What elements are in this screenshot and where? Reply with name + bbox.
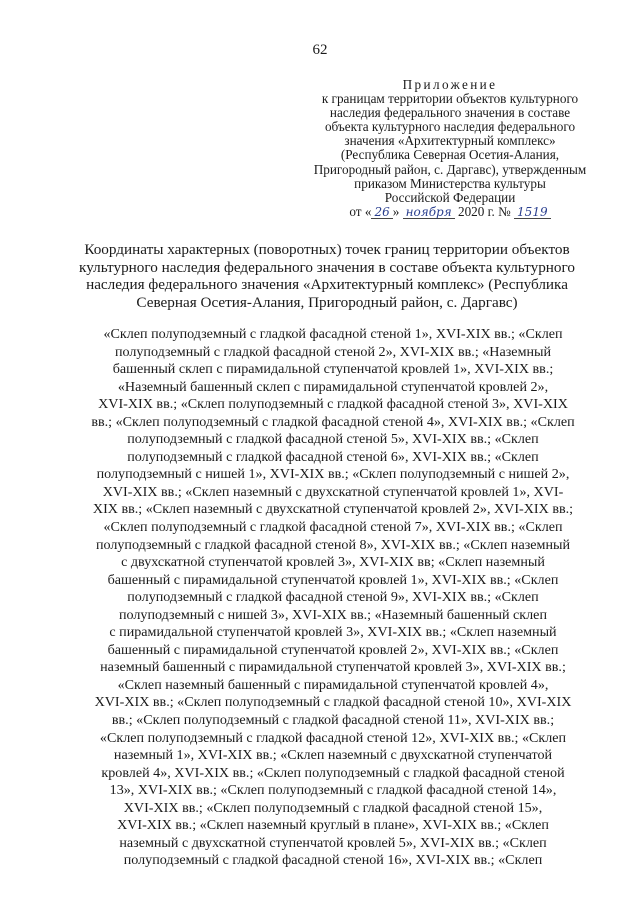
body-line: вв.; «Склеп полуподземный с гладкой фасадной стеной 4», XVI-XIX вв.; «Склеп [91, 413, 575, 430]
appendix-title: Приложение [402, 77, 498, 92]
order-date-line [305, 205, 595, 219]
body-line: полуподземный с нишей 3», XVI-XIX вв.; «Наземный башенный склеп [119, 606, 547, 623]
document-heading [72, 241, 582, 311]
body-line: башенный с пирамидальной ступенчатой кровлей 2», XVI-XIX вв.; «Склеп [107, 641, 559, 658]
body-line: с двухскатной ступенчатой кровлей 3», XVI-XIX вв; «Склеп наземный [121, 554, 545, 571]
appendix-line: к границам территории объектов культурного [321, 91, 579, 107]
body-line: наземный с двухскатной ступенчатой кровлей 5», XVI-XIX вв.; «Склеп [119, 834, 547, 851]
appendix-line: (Республика Северная Осетия-Алания, [340, 147, 560, 163]
appendix-block [305, 78, 595, 219]
appendix-line: приказом Министерства культуры [354, 175, 546, 191]
body-line: полуподземный с гладкой фасадной стеной 5», XVI-XIX вв.; «Склеп [127, 431, 539, 448]
handwritten-month: ноября [403, 206, 455, 219]
body-line: полуподземный с нишей 1», XVI-XIX вв.; «Склеп полуподземный с нишей 2», [96, 466, 570, 483]
body-line: наземный башенный с пирамидальной ступенчатой кровлей 3», XVI-XIX вв.; [100, 659, 566, 676]
handwritten-order-number: 1519 [514, 206, 551, 219]
body-line: XVI-XIX вв.; «Склеп наземный круглый в плане», XVI-XIX вв.; «Склеп [117, 817, 549, 834]
body-line: «Склеп наземный башенный с пирамидальной ступенчатой кровлей 4», [117, 676, 549, 693]
heading-line: Координаты характерных (поворотных) точек границ территории объектов [84, 241, 570, 258]
body-line: «Склеп полуподземный с гладкой фасадной стеной 7», XVI-XIX вв.; «Склеп [103, 519, 563, 536]
body-line: полуподземный с гладкой фасадной стеной 16», XVI-XIX вв.; «Склеп [123, 852, 543, 869]
body-line: полуподземный с гладкой фасадной стеной 8», XVI-XIX вв.; «Склеп наземный [95, 536, 571, 553]
heading-line: культурного наследия федерального значения в составе объекта культурного [79, 258, 575, 276]
body-line: «Наземный башенный склеп с пирамидальной ступенчатой кровлей 2», [117, 378, 549, 395]
body-line: кровлей 4», XVI-XIX вв.; «Склеп полуподземный с гладкой фасадной стеной [101, 764, 565, 781]
appendix-line: Российской Федерации [384, 189, 516, 205]
body-line: башенный склеп с пирамидальной ступенчатой кровлей 1», XVI-XIX вв.; [112, 361, 554, 378]
heading-line: Северная Осетия-Алания, Пригородный район, с. Даргавс) [136, 293, 518, 311]
appendix-line: Пригородный район, с. Даргавс), утвержденным [313, 161, 587, 177]
body-line: наземный 1», XVI-XIX вв.; «Склеп наземный с двухскатной ступенчатой [113, 747, 553, 764]
body-line: «Склеп полуподземный с гладкой фасадной стеной 1», XVI-XIX вв.; «Склеп [103, 326, 563, 342]
appendix-line: значения «Архитектурный комплекс» [344, 133, 556, 149]
body-line: полуподземный с гладкой фасадной стеной 9», XVI-XIX вв.; «Склеп [127, 589, 539, 606]
body-line: полуподземный с гладкой фасадной стеной 6», XVI-XIX вв.; «Склеп [127, 448, 539, 465]
appendix-line: наследия федерального значения в составе [329, 105, 571, 121]
order-mid: » [392, 203, 403, 219]
body-line: башенный с пирамидальной ступенчатой кровлей 1», XVI-XIX вв.; «Склеп [107, 571, 559, 588]
body-line: вв.; «Склеп полуподземный с гладкой фасадной стеной 11», XVI-XIX вв.; [111, 712, 555, 729]
heading-line: наследия федерального значения «Архитектурный комплекс» (Республика [86, 276, 568, 293]
body-line: XVI-XIX вв.; «Склеп полуподземный с гладкой фасадной стеной 3», XVI-XIX [98, 396, 568, 413]
order-year: 2020 г. № [454, 203, 515, 219]
body-line: XIX вв.; «Склеп наземный с двухскатной ступенчатой кровлей 2», XVI-XIX вв.; [92, 501, 574, 518]
body-line: XVI-XIX вв.; «Склеп полуподземный с гладкой фасадной стеной 10», XVI-XIX [94, 694, 572, 711]
body-line: «Склеп полуподземный с гладкой фасадной стеной 12», XVI-XIX вв.; «Склеп [99, 729, 567, 746]
body-text [72, 326, 594, 870]
body-line: XVI-XIX вв.; «Склеп наземный с двухскатной ступенчатой кровлей 1», XVI- [102, 483, 564, 500]
body-line: 13», XVI-XIX вв.; «Склеп полуподземный с гладкой фасадной стеной 14», [109, 782, 557, 799]
body-line: с пирамидальной ступенчатой кровлей 3», XVI-XIX вв.; «Склеп наземный [109, 624, 557, 641]
appendix-line: объекта культурного наследия федерального [324, 119, 576, 135]
order-prefix: от « [349, 203, 372, 219]
handwritten-day: 26 [371, 206, 392, 219]
page-number: 62 [312, 42, 328, 58]
body-line: XVI-XIX вв.; «Склеп полуподземный с гладкой фасадной стеной 15», [123, 799, 543, 816]
body-line: полуподземный с гладкой фасадной стеной 2», XVI-XIX вв.; «Наземный [114, 343, 552, 360]
